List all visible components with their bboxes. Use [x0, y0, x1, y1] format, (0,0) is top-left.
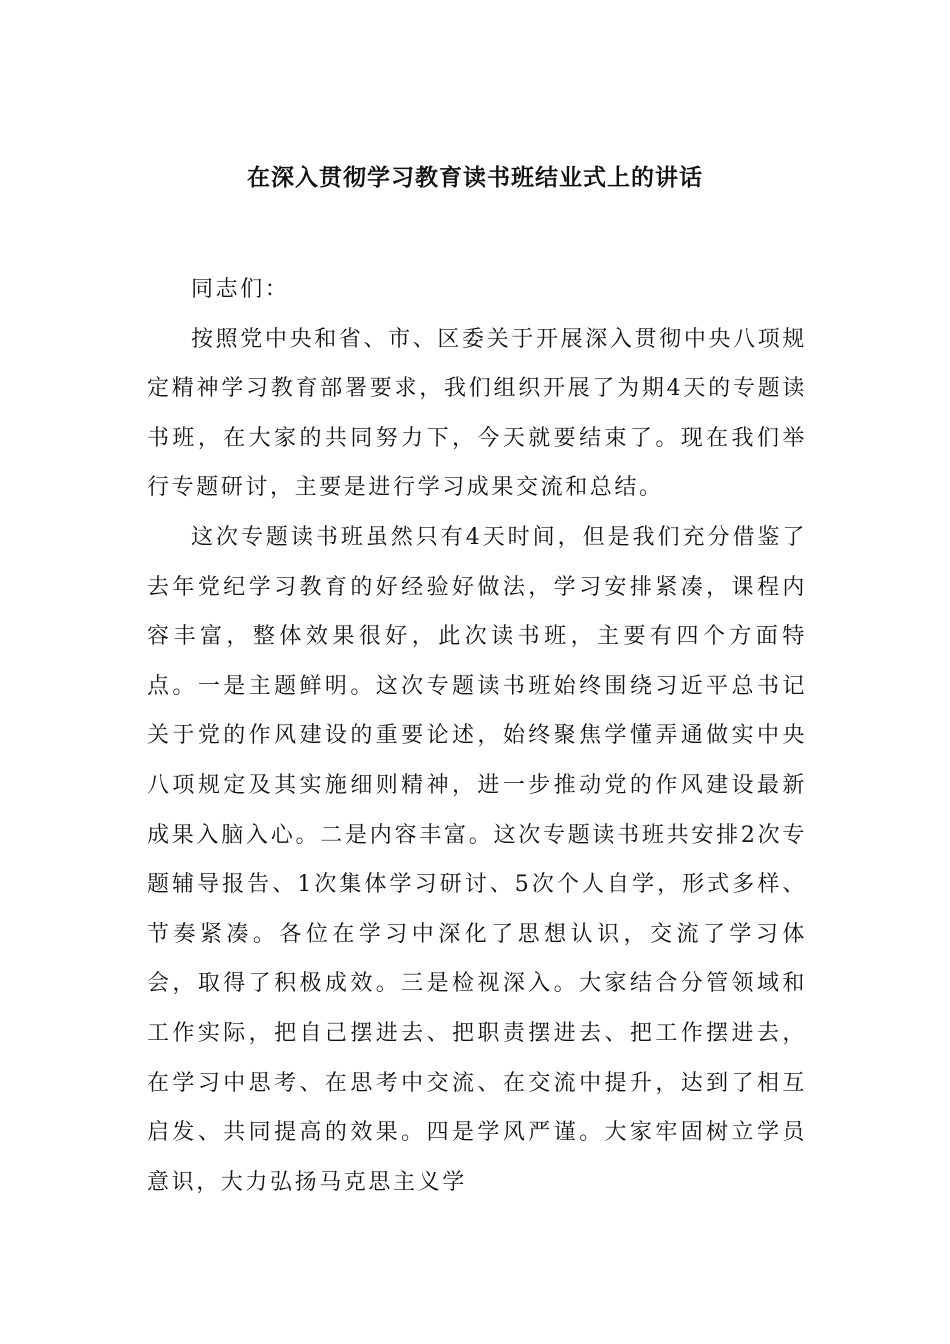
- salutation: 同志们：: [191, 277, 290, 302]
- paragraph-1: 按照党中央和省、市、区委关于开展深入贯彻中央八项规定精神学习教育部署要求，我们组织开展了为期4天的专题读书班，在大家的共同努力下，今天就要结束了。现在我们举行专题研讨，主要是进行学习成果交流和总结。: [147, 326, 807, 501]
- paragraph-2: 这次专题读书班虽然只有4天时间，但是我们充分借鉴了去年党纪学习教育的好经验好做法，学习安排紧凑，课程内容丰富，整体效果很好，此次读书班，主要有四个方面特点。一是主题鲜明。这次专题读书班始终围绕习近平总书记关于党的作风建设的重要论述，始终聚焦学懂弄通做实中央八项规定及其实施细则精神，进一步推动党的作风建设最新成果入脑入心。二是内容丰富。这次专题读书班共安排2次专题辅导报告、1次集体学习研讨、5次个人自学，形式多样、节奏紧凑。各位在学习中深化了思想认识，交流了学习体会，取得了积极成效。三是检视深入。大家结合分管领域和工作实际，把自己摆进去、把职责摆进去、把工作摆进去，在学习中思考、在思考中交流、在交流中提升，达到了相互启发、共同提高的效果。四是学风严谨。大家牢固树立学员意识，大力弘扬马克思主义学: [147, 524, 807, 1195]
- document-title: 在深入贯彻学习教育读书班结业式上的讲话: [247, 164, 703, 191]
- document-body: [147, 265, 807, 1207]
